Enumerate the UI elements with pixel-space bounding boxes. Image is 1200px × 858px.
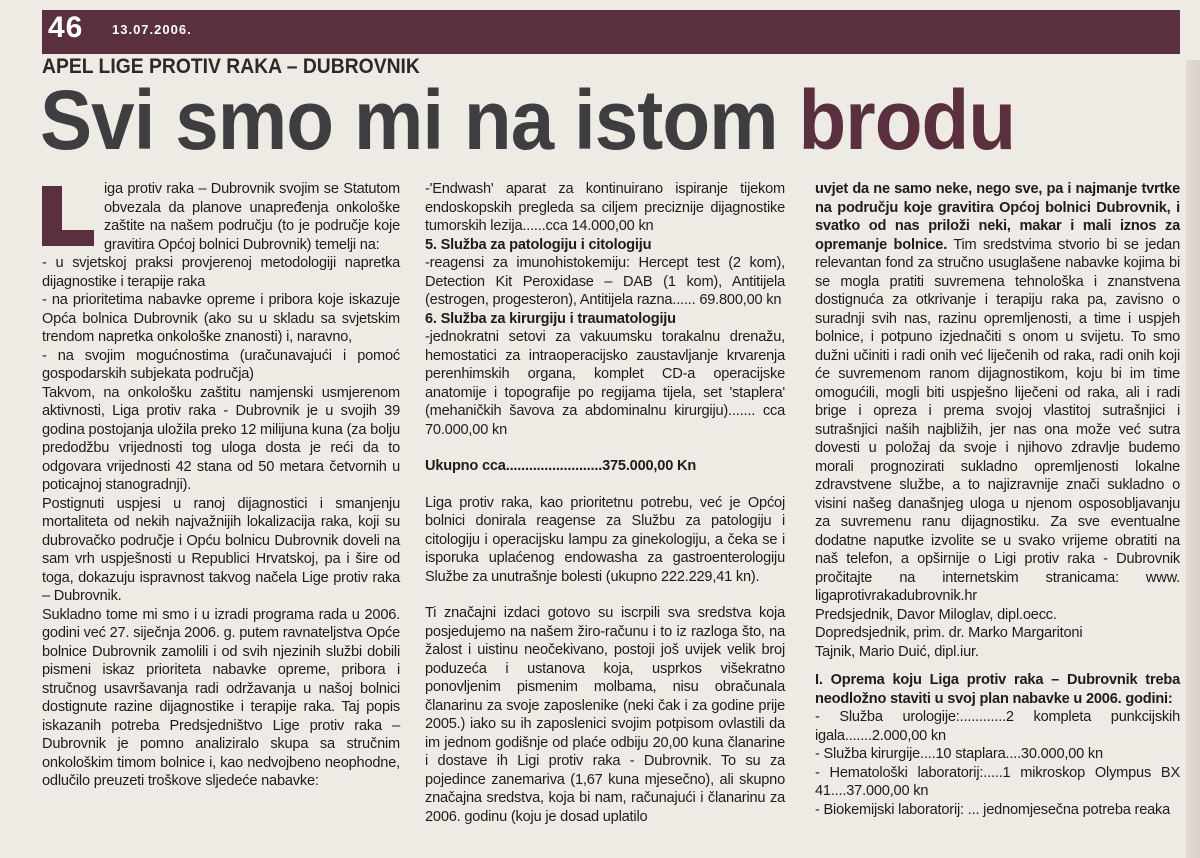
paragraph bbox=[815, 180, 1180, 606]
list-item: - Služba urologije:............2 kompleta punkcijskih igala.......2.000,00 kn bbox=[815, 709, 1180, 744]
article-column-2 bbox=[425, 180, 785, 826]
page-edge-shadow bbox=[1186, 60, 1200, 858]
list-item: - Služba kirurgije....10 staplara....30.000,00 kn bbox=[815, 746, 1103, 762]
paragraph bbox=[42, 180, 400, 254]
section-heading: I. Oprema koju Liga protiv raka – Dubrovnik treba neodložno staviti u svoj plan nabavke u 2006. godini: bbox=[815, 672, 1180, 707]
emphasis-text: uvjet da ne samo neke, nego sve, pa i najmanje tvrtke na području koje gravitira Općoj bolnici Dubrovnik, i svatko od nas priloži neki, makar i mali iznos za opremanje bolnice. bbox=[815, 181, 1180, 253]
section-heading: 6. Služba za kirurgiju i traumatologiju bbox=[425, 310, 676, 327]
headline bbox=[40, 72, 1110, 169]
kicker: APEL LIGE PROTIV RAKA – DUBROVNIK bbox=[42, 55, 420, 78]
paragraph-text: Tim sredstvima stvorio bi se jedan relevantan fond za stručno usuglašene nabavke kojima bi se mogla pratiti suvremena tehnološka i znanstvena dostignuća za otkrivanje i terapiju raka pa, zavisno o suradnji svih nas, razinu opremljenosti, a time i uspjeh bolnice, i potpuno izjednačiti s onom u svijetu. To smo dužni učiniti i radi onih već liječenih od raka, radi onih koji će suvremenom ranom dijagnostikom, koju bi im time omogućili, mogli biti uspješno liječeni od raka, ali i radi brige i opreza i prema svojoj vlastitoj sutrašnjici i sutrašnjici naših najbližih, jer nas ona može već sutra dovesti u položaj da svoje i njihovo zdravlje budemo morali prognozirati sukladno opremljenosti lokalne zdravstvene službe, a to najizravnije znači sukladno o visini našeg današnjeg uloga u njenom osposobljavanju za suvremenu ranu dijagnostiku. Za sve eventualne dodatne naputke izvolite se u svako vrijeme obratiti na naš telefon, a opširnije o Ligi protiv raka - Dubrovnik pročitajte na internetskim stranicama: www. ligaprotivrakadubrovnik.hr bbox=[815, 236, 1180, 604]
paragraph: Takvom, na onkološku zaštitu namjenski usmjerenom aktivnosti, Liga protiv raka - Dubrovnik je u svojih 39 godina postojanja uložila preko 12 milijuna kuna (za bolju predodžbu vrijednosti tog uloga dosta je reći da to odgovara vrijednosti 42 stana od 50 metara četvornih u poticajnoj stanogradnji). bbox=[42, 384, 400, 493]
signature-president: Predsjednik, Davor Miloglav, dipl.oecc. bbox=[815, 606, 1057, 623]
article-column-3 bbox=[815, 180, 1180, 819]
paragraph: - na svojim mogućnostima (uračunavajući i pomoć gospodarskih subjekata područja) bbox=[42, 347, 400, 382]
paragraph: Liga protiv raka, kao prioritetnu potrebu, već je Općoj bolnici donirala reagense za Službu za patologiju i citologiju i operacijsku lampu za ginekologiju, a čeka se i isporuka uplaćenog endowasha za gastroenterologiju Službe za unutrašnje bolesti (ukupno 222.229,41 kn). bbox=[425, 494, 785, 585]
article-column-1 bbox=[42, 180, 400, 791]
list-item: - Hematološki laboratorij:.....1 mikroskop Olympus BX 41....37.000,00 kn bbox=[815, 764, 1180, 799]
paragraph: Ti značajni izdaci gotovo su iscrpili sva sredstva koja posjedujemo na našem žiro-računu i to iz razloga što, na žalost i uistinu neočekivano, postoji još uvijek velik broj poduzeća i ustanova koja, usprkos višekratno ponovljenim pismenim molbama, nisu obračunala članarinu za svoje zaposlenike (neki čak i za godine prije 2005.) iako su ih zaposlenici svojim potpisom ovlastili da im jednom godišnje od plaće odbiju 20,00 kuna članarine i dostave ih Ligi protiv raka - Dubrovnik. To su za pojedince zanemariva (1,67 kuna mjesečno), ali skupno značajna sredstva, koja bi nam, računajući i članarinu za 2006. godinu (koju je dosad uplatilo bbox=[425, 605, 785, 825]
paragraph: -'Endwash' aparat za kontinuirano ispiranje tijekom endoskopskih pregleda sa ciljem preciznije dijagnostike tumorskih lezija......cca 14.000,00 kn bbox=[425, 181, 785, 234]
total-line: Ukupno cca.........................375.000,00 Kn bbox=[425, 458, 697, 474]
paragraph: - na prioritetima nabavke opreme i pribora koje iskazuje Opća bolnica Dubrovnik (ako su u skladu sa svjetskim trendom napretka onkološke znanosti) i, naravno, bbox=[42, 292, 400, 345]
issue-date: 13.07.2006. bbox=[112, 22, 192, 37]
paragraph: Sukladno tome mi smo i u izradi programa rada u 2006. godini već 27. siječnja 2006. g. putem ravnateljstva Opće bolnice Dubrovnik zamolili i od svih njezinih službi dobili pismeni iskaz prioriteta nabavke opreme, pribora i stručnog usavršavanja radi održavanja u našoj bolnici dostignute razine dijagnostike i terapije raka. Taj popis iskazanih potreba Predsjedništvo Lige protiv raka – Dubrovnik je pomno analiziralo skupa sa stručnim onkološkim timom bolnice i, kao nedvojbeno neophodne, odlučilo preuzeti troškove sljedeće nabavke: bbox=[42, 606, 400, 789]
list-item: - Biokemijski laboratorij: ... jednomjesečna potreba reaka bbox=[815, 801, 1171, 818]
signature-secretary: Tajnik, Mario Duić, dipl.iur. bbox=[815, 643, 979, 660]
page-number: 46 bbox=[48, 11, 84, 44]
paragraph: Postignuti uspjesi u ranoj dijagnostici i smanjenju mortaliteta od nekih najvažnijih lokalizacija raka, koji su dubrovačko područje i Opću bolnicu Dubrovnik doveli na sam vrh uspješnosti u Republici Hrvatskoj, pa i šire od toga, dokazuju ispravnost takvog načela Lige protiv raka – Dubrovnik. bbox=[42, 495, 400, 604]
paragraph-text: iga protiv raka – Dubrovnik svojim se Statutom obvezala da planove unapređenja onkološke zaštite na našem području (to je područje koje gravitira Općoj bolnici Dubrovnik) temelji na: bbox=[104, 181, 400, 253]
headline-accent: brodu bbox=[798, 73, 1016, 167]
signature-vice-president: Dopredsjednik, prim. dr. Marko Margaritoni bbox=[815, 625, 1083, 641]
header-bar bbox=[42, 10, 1180, 54]
headline-main: Svi smo mi na istom bbox=[40, 73, 778, 167]
paragraph: -reagensi za imunohistokemiju: Hercept test (2 kom), Detection Kit Peroxidase – DAB (1 kom), Antitijela (estrogen, progesteron), Antitijela razna...... 69.800,00 kn bbox=[425, 255, 785, 308]
paragraph: - u svjetskoj praksi provjerenoj metodologiji napretka dijagnostike i terapije raka bbox=[42, 255, 400, 290]
paragraph: -jednokratni setovi za vakuumsku torakalnu drenažu, hemostatici za intraoperacijsko zaustavljanje krvarenja perenhimskih organa, komplet CD-a operacijske anatomije i topografije po regijama tijela, set 'staplera' (mehaničkih šavova za abdominalnu kirurgiju)....... cca 70.000,00 kn bbox=[425, 329, 785, 438]
section-heading: 5. Služba za patologiju i citologiju bbox=[425, 236, 652, 253]
dropcap bbox=[42, 186, 94, 246]
